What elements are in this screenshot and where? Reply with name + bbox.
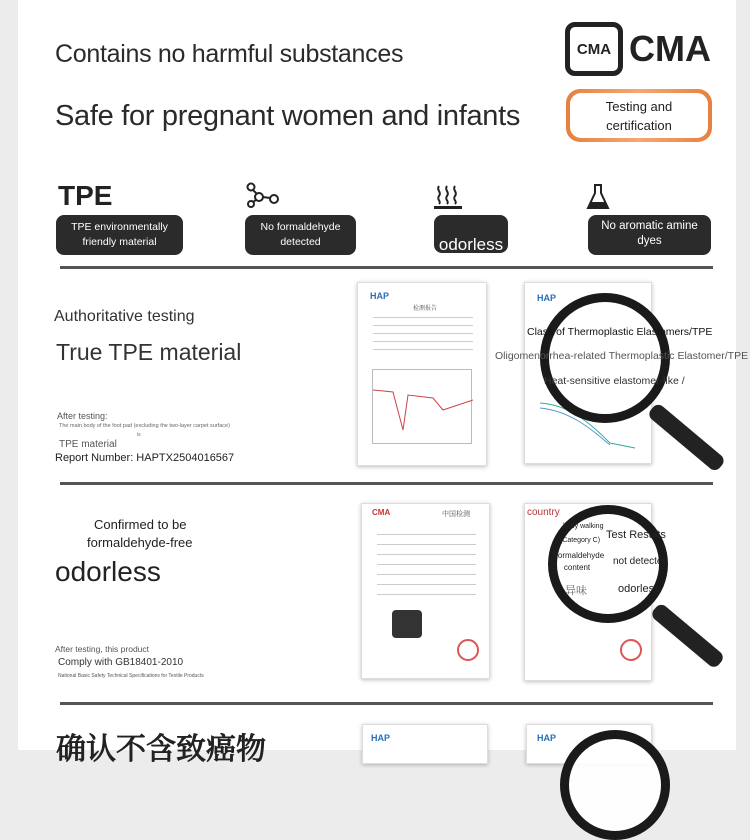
feature-label: odorless [438,235,504,254]
hap-logo: HAP [371,733,391,743]
cma-seal-text: CMA [576,40,612,58]
lens-test-results: Test Results [606,529,666,541]
carcinogen-report-document [362,724,488,764]
feature-label: detected [280,236,321,248]
section2-title: odorless [55,556,161,587]
hap-logo: HAP [537,293,557,303]
hap-logo: HAP [537,733,557,743]
red-stamp [457,639,479,661]
feature-tpe [56,215,183,255]
standard-spec: National Basic Safety Technical Specifications for Textile Products [58,673,204,679]
heat-waves-icon [433,183,463,210]
divider [60,266,713,269]
red-stamp [620,639,642,661]
section2-line1: Confirmed to be [94,517,187,532]
section3-title: 确认不含致癌物 [56,733,266,766]
feature-no-amine-dyes [588,215,711,255]
test-detail: The main body of the foot pad (excluding the two-layer carpet surface) [59,423,230,429]
spectrum-chart [372,369,472,444]
is-text: is [137,432,141,438]
cma-mini-logo: CMA [372,508,391,517]
lens-line1: Class of Thermoplastic Elastomers/TPE [527,326,713,338]
feature-label: No aromatic amine dyes [601,220,698,247]
formaldehyde-report-document [361,503,490,679]
headline-safe: Safe for pregnant women and infants [55,100,521,132]
product-photo [392,610,422,638]
doc-title: 检测报告 [413,306,438,312]
divider [60,482,713,485]
after-testing-product: After testing, this product [55,644,150,654]
cert-line2: certification [606,117,672,133]
lens-not-detected: not detected [613,556,669,567]
lens-category-c: (Category C) [560,537,601,544]
section2-line2: formaldehyde-free [87,535,193,550]
doc-title: 中国检测 [442,511,470,518]
feature-label: TPE environmentally [71,221,168,233]
feature-no-formaldehyde [245,215,356,255]
comply-standard: Comply with GB18401-2010 [58,657,184,668]
feature-label: No formaldehyde [260,221,341,233]
hap-logo: HAP [370,291,390,301]
section1-title: True TPE material [56,339,242,365]
after-testing: After testing: [57,411,108,421]
molecule-icon [246,182,280,208]
tpe-icon: TPE [58,180,113,211]
section1-kicker: Authoritative testing [54,308,195,325]
divider [60,702,713,705]
report-number: Report Number: HAPTX2504016567 [55,452,235,464]
lens-formaldehyde: Formaldehyde content [553,551,605,572]
certification-badge [566,89,712,142]
lens-odor: 异味 [565,585,587,597]
cma-text: CMA [629,28,711,69]
lens-odorless: odorless [618,583,660,595]
headline-no-harmful: Contains no harmful substances [55,40,404,68]
magnifier-lens [560,730,670,840]
lens-line2: Oligomenorrhea-related Thermoplastic Elastomer/TPE [495,350,749,362]
feature-odorless [434,215,508,253]
country-text: country [527,507,560,518]
cma-logo [565,22,711,76]
lens-line3: Heat-sensitive elastomer-like / [544,375,685,387]
lens-category: baby walking [563,523,604,530]
cert-line1: Testing and [605,98,673,114]
flask-icon [586,183,610,210]
feature-label: friendly material [82,236,157,248]
material-text: TPE material [59,439,117,450]
cma-seal-icon [565,22,623,76]
test-report-document [357,282,487,466]
